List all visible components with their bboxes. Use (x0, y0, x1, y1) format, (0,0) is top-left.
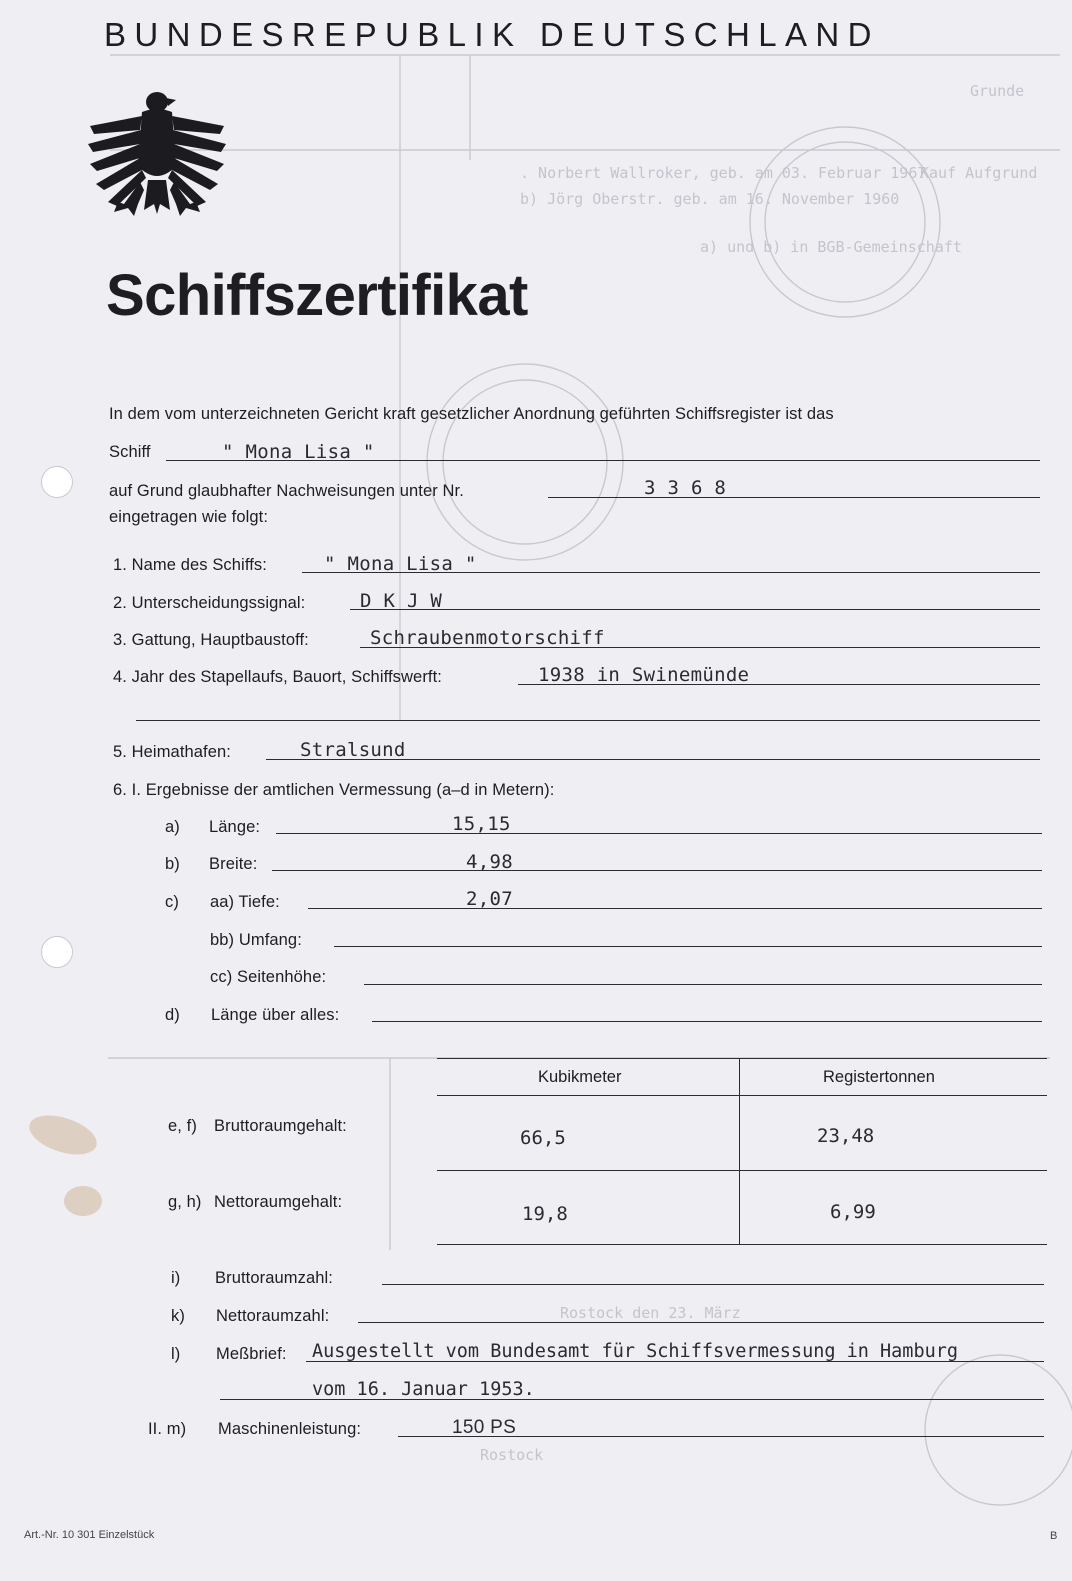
field-4-label: 4. Jahr des Stapellaufs, Bauort, Schiffswerft: (113, 668, 442, 686)
table-header-line (437, 1095, 1047, 1096)
federal-eagle-icon (84, 86, 230, 224)
eingetragen-label: eingetragen wie folgt: (109, 508, 269, 526)
paper-stain (64, 1186, 102, 1216)
article-number: Art.-Nr. 10 301 Einzelstück (24, 1529, 155, 1541)
meas-b-value: 4,98 (466, 851, 513, 873)
tonnage-i-line (382, 1284, 1044, 1285)
svg-text:. Norbert Wallroker, geb. am 0: . Norbert Wallroker, geb. am 03. Februar 1967 (520, 164, 927, 182)
field-3-value: Schraubenmotorschiff (370, 627, 605, 649)
svg-text:Rostock den 23. M: Rostock den 23. März (560, 1304, 741, 1322)
meas-a-value: 15,15 (452, 813, 511, 835)
field-1-label: 1. Name des Schiffs: (113, 556, 267, 574)
svg-text:Rostock: Rostock (480, 1446, 544, 1464)
table-col-registertonnen: Registertonnen (823, 1068, 935, 1086)
table-row2-line (437, 1244, 1047, 1245)
table-top-line (437, 1058, 1047, 1059)
tonnage-l-value-1: Ausgestellt vom Bundesamt für Schiffsvermessung in Hamburg (312, 1341, 959, 1362)
tonnage-k-label: Nettoraumzahl: (216, 1307, 330, 1325)
field-5-value: Stralsund (300, 739, 406, 761)
svg-text:Grunde: Grunde (970, 82, 1025, 100)
tonnage-m-label: Maschinenleistung: (218, 1420, 362, 1438)
meas-d-key: d) (165, 1006, 180, 1024)
tonnage-k-key: k) (171, 1307, 185, 1325)
field-1-value: " Mona Lisa " (324, 553, 477, 575)
meas-bb-line (334, 946, 1042, 947)
schiff-label: Schiff (109, 443, 151, 461)
table-col-kubikmeter: Kubikmeter (538, 1068, 622, 1086)
tonnage-m-value: 150 PS (452, 1417, 517, 1438)
field-2-line (350, 609, 1040, 610)
meas-a-key: a) (165, 818, 180, 836)
table-row1-line (437, 1170, 1047, 1171)
field-2-label: 2. Unterscheidungssignal: (113, 594, 306, 612)
meas-d-line (372, 1021, 1042, 1022)
country-heading: BUNDESREPUBLIK DEUTSCHLAND (104, 16, 880, 53)
meas-b-key: b) (165, 855, 180, 873)
meas-a-label: Länge: (209, 818, 261, 836)
tonnage-l-label: Meßbrief: (216, 1345, 287, 1363)
field-4-value: 1938 in Swinemünde (538, 664, 750, 686)
meas-a-line (276, 833, 1042, 834)
nr-line (548, 497, 1040, 498)
netto-rt: 6,99 (830, 1201, 876, 1223)
table-divider (739, 1058, 740, 1244)
nr-value: 3 3 6 8 (644, 477, 727, 499)
field-4-line-2 (136, 720, 1040, 721)
punch-hole-lower (41, 936, 73, 968)
field-3-label: 3. Gattung, Hauptbaustoff: (113, 631, 309, 649)
field-6-label: 6. I. Ergebnisse der amtlichen Vermessung (a–d in Metern): (113, 781, 555, 799)
paper-stain (24, 1108, 101, 1162)
tonnage-i-label: Bruttoraumzahl: (215, 1269, 333, 1287)
svg-text:b) Jörg Oberstr. geb. am 16. N: b) Jörg Oberstr. geb. am 16. November 1960 (520, 190, 900, 208)
meas-cc-line (364, 984, 1042, 985)
punch-hole-upper (41, 466, 73, 498)
svg-text:Kauf Aufgrund: Kauf Aufgrund (920, 164, 1038, 182)
brutto-m3: 66,5 (520, 1127, 566, 1149)
brutto-rt: 23,48 (817, 1125, 875, 1147)
tonnage-l-value-2: vom 16. Januar 1953. (312, 1379, 535, 1400)
meas-c-value: 2,07 (466, 888, 513, 910)
tonnage-l-key: l) (171, 1345, 181, 1363)
brutto-key: e, f) (168, 1117, 197, 1135)
netto-m3: 19,8 (522, 1203, 568, 1225)
netto-label: Nettoraumgehalt: (214, 1193, 343, 1211)
field-5-label: 5. Heimathafen: (113, 743, 231, 761)
tonnage-k-line (358, 1322, 1044, 1323)
meas-b-line (272, 870, 1042, 871)
meas-c-label: aa) Tiefe: (210, 893, 280, 911)
brutto-label: Bruttoraumgehalt: (214, 1117, 347, 1135)
svg-text:a) und b) in BGB-Gemeinschaft: a) und b) in BGB-Gemeinschaft (700, 238, 962, 256)
tonnage-m-key: II. m) (148, 1420, 187, 1438)
netto-key: g, h) (168, 1193, 202, 1211)
meas-cc-label: cc) Seitenhöhe: (210, 968, 327, 986)
meas-b-label: Breite: (209, 855, 258, 873)
corner-mark: B (1050, 1530, 1058, 1542)
meas-d-label: Länge über alles: (211, 1006, 340, 1024)
field-2-value: D K J W (360, 590, 443, 612)
tonnage-i-key: i) (171, 1269, 181, 1287)
meas-bb-label: bb) Umfang: (210, 931, 302, 949)
nr-label: auf Grund glaubhafter Nachweisungen unter Nr. (109, 482, 464, 500)
meas-c-key: c) (165, 893, 179, 911)
document-title: Schiffszertifikat (106, 263, 528, 328)
meas-c-line (308, 908, 1042, 909)
schiff-value: " Mona Lisa " (222, 441, 375, 463)
intro-sentence: In dem vom unterzeichneten Gericht kraft gesetzlicher Anordnung geführten Schiffsregister ist das (109, 405, 834, 423)
